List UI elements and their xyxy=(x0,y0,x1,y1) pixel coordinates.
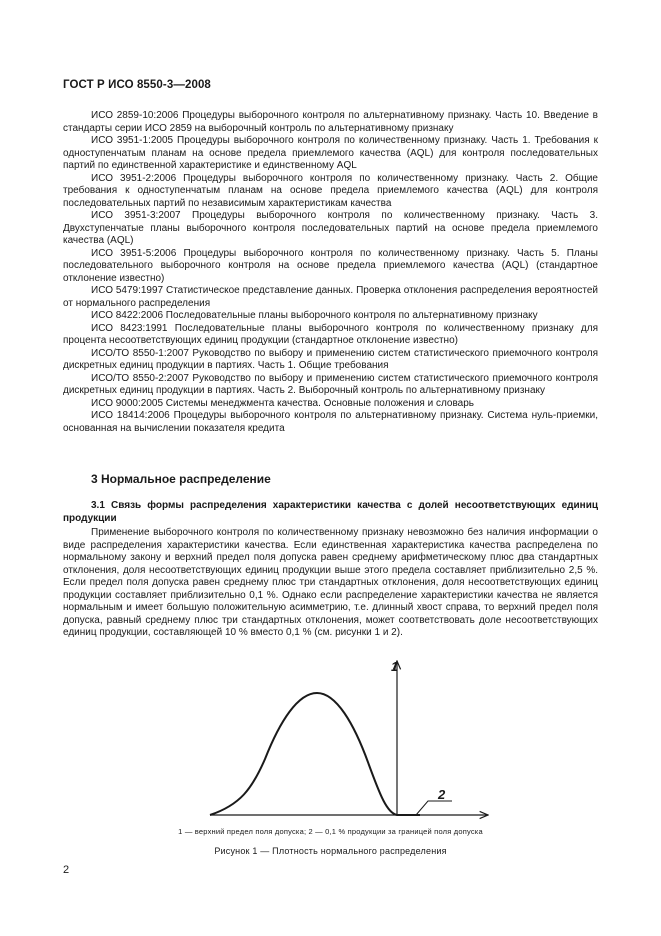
reference-item: ИСО 8423:1991 Последовательные планы выборочного контроля по количественному признаку для процента несоответствующих единиц продукции (стандартное отклонение известно) xyxy=(63,322,598,346)
figure-label-2: 2 xyxy=(438,787,446,802)
reference-item: ИСО 3951-2:2006 Процедуры выборочного контроля по количественному признаку. Часть 2. Общие требования к одноступенчатым планам на основе предела приемлемого качества (AQL) для контроля последовательных партий по независимым характеристикам качества xyxy=(63,172,598,209)
density-curve xyxy=(210,693,420,815)
page-number: 2 xyxy=(63,864,70,876)
reference-item: ИСО/ТО 8550-2:2007 Руководство по выбору и применению систем статистического приемочного контроля дискретных единиц продукции в партиях. Часть 2. Выборочный контроль по альтернативному признаку xyxy=(63,372,598,396)
figure-caption: Рисунок 1 — Плотность нормального распределения xyxy=(214,846,447,856)
reference-item: ИСО/ТО 8550-1:2007 Руководство по выбору и применению систем статистического приемочного контроля дискретных единиц продукции в партиях. Часть 1. Общие требования xyxy=(63,347,598,371)
reference-item: ИСО 3951-5:2006 Процедуры выборочного контроля по количественному признаку. Часть 5. Планы последовательного выборочного контроля на основе предела приемлемого качества (AQL) (стандартное отклонение известно) xyxy=(63,247,598,284)
reference-item: ИСО 5479:1997 Статистическое представление данных. Проверка отклонения распределения вероятностей от нормального распределения xyxy=(63,285,598,309)
reference-item: ИСО 3951-3:2007 Процедуры выборочного контроля по количественному признаку. Часть 3. Двухступенчатые планы выборочного контроля последовательных партий на основе предела приемлемого качества (AQL) xyxy=(63,210,598,246)
reference-item: ИСО 18414:2006 Процедуры выборочного контроля по альтернативному признаку. Система нуль-приемки, основанная на вычислении показателя кредита xyxy=(63,410,598,434)
body-text xyxy=(63,527,598,640)
tail-pointer xyxy=(416,801,452,815)
reference-item: ИСО 8422:2006 Последовательные планы выборочного контроля по альтернативному признаку xyxy=(91,310,538,321)
normative-references xyxy=(63,110,598,435)
body-paragraph: Применение выборочного контроля по количественному признаку невозможно без наличия информации о виде распределения характеристики качества. Если единственная характеристика качества распределена по нормальному закону и верхний предел поля допуска равен среднему арифметическому плюс два стандартных отклонения, доля несоответствующих единиц продукции выше этого предела составляет приблизительно 2,5 %. Если предел поля допуска равен среднему плюс три стандартных отклонения, доля несоответствующих единиц продукции составляет приблизительно 0,1 %. Однако если распределение характеристики качества не является нормальным и имеет большую положительную асимметрию, т.е. длинный хвост справа, то верхний предел поля допуска, равный среднему плюс три стандартных отклонения, может соответствовать доле несоответствующих единиц продукции, составляющей 10 % вместо 0,1 % (см. рисунки 1 и 2). xyxy=(63,527,598,638)
normal-distribution-figure xyxy=(180,655,500,825)
figure-legend: 1 — верхний предел поля допуска; 2 — 0,1 % продукции за границей поля допуска xyxy=(178,827,483,836)
subsection-title-text: 3.1 Связь формы распределения характеристики качества с долей несоответствующих единиц продукции xyxy=(63,500,598,524)
document-header: ГОСТ Р ИСО 8550-3—2008 xyxy=(63,79,211,91)
section-title: 3 Нормальное распределение xyxy=(91,472,271,486)
reference-item: ИСО 2859-10:2006 Процедуры выборочного контроля по альтернативному признаку. Часть 10. Введение в стандарты серии ИСО 2859 на выборочный контроль по альтернативному признаку xyxy=(63,110,598,134)
reference-item: ИСО 3951-1:2005 Процедуры выборочного контроля по количественному признаку. Часть 1. Требования к одноступенчатым планам на основе предела приемлемого качества (AQL) для контроля последовательных партий по единственной характеристике и единственному AQL xyxy=(63,135,598,171)
subsection-title xyxy=(63,500,598,525)
figure-label-1: 1 xyxy=(391,659,399,674)
reference-item: ИСО 9000:2005 Системы менеджмента качества. Основные положения и словарь xyxy=(91,397,475,409)
